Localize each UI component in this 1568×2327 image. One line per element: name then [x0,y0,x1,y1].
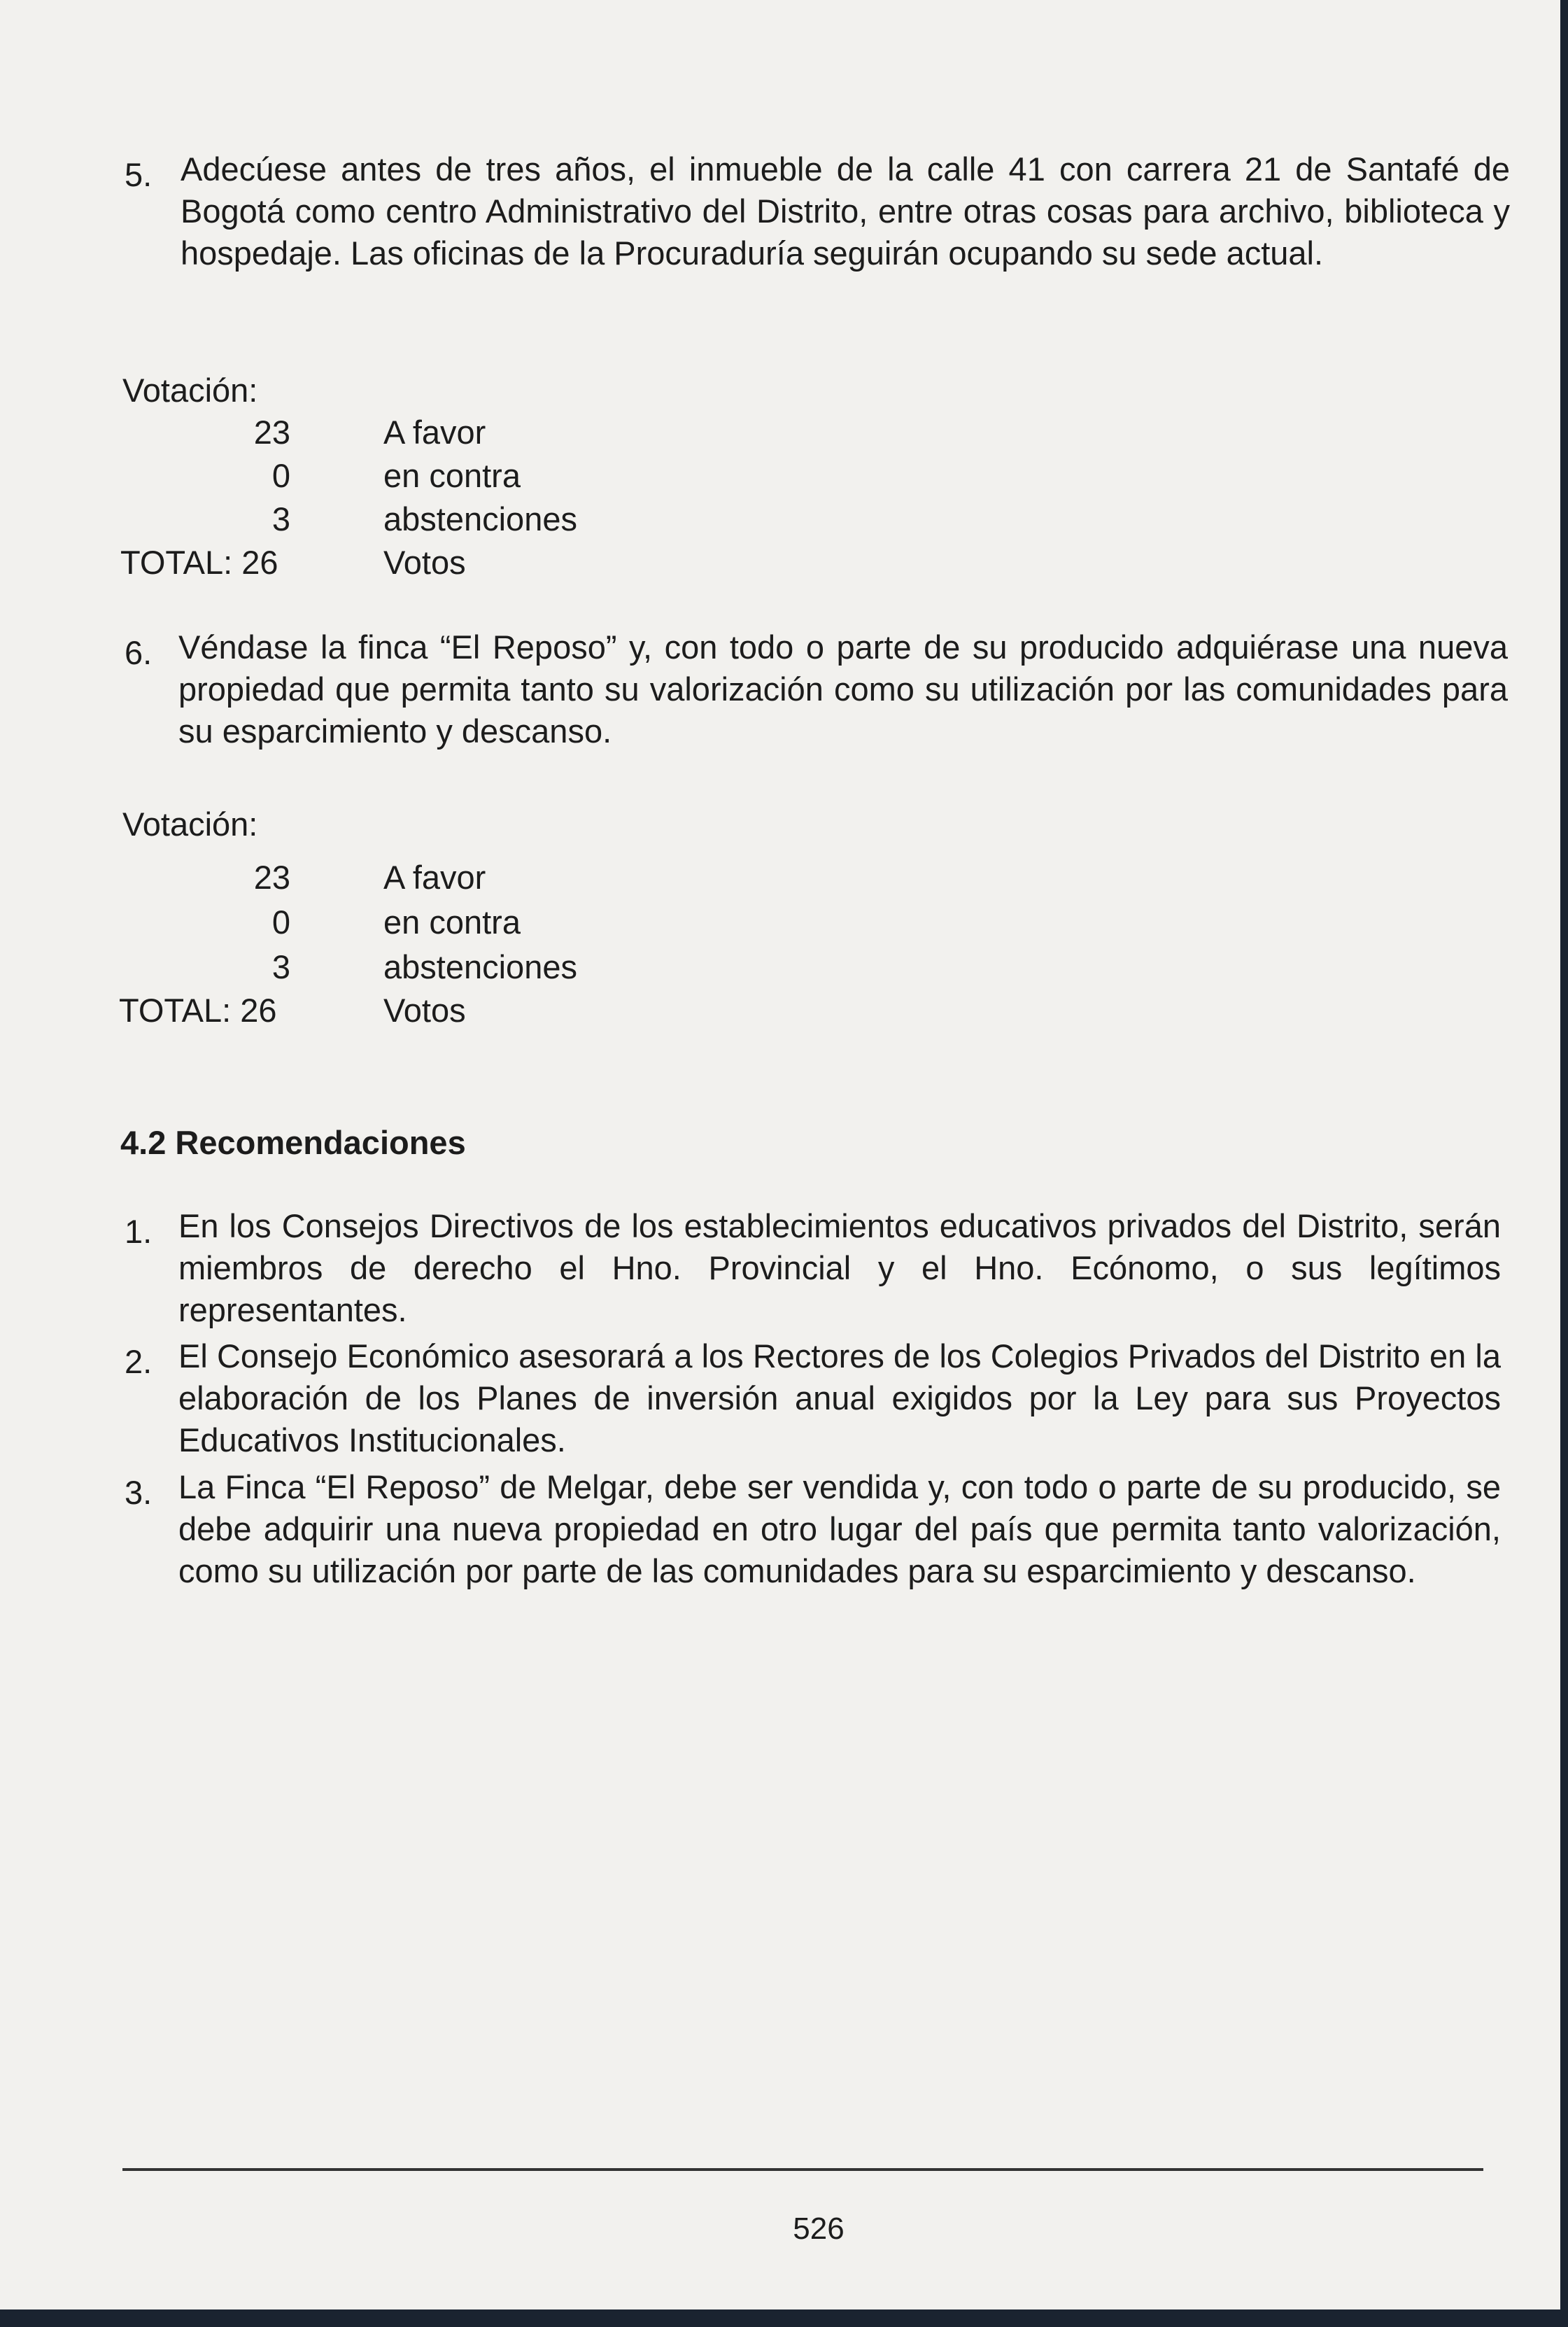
page-number: 526 [793,2212,845,2246]
item-5-vote-count: 0 [271,457,290,494]
item-5-vote-label: abstenciones [383,500,577,537]
item-6-vote-count: 0 [271,904,290,941]
recommendation-text: En los Consejos Directivos de los establecimientos educativos privados del Distrito, serán miembros de derecho el Hno. Provincial y el Hno. Ecónomo, o sus legítimos representantes. [178,1207,1501,1328]
item-6-total: TOTAL: 26 [119,992,277,1029]
item-5-vote-label: en contra [383,457,521,494]
section-heading: 4.2 Recomendaciones [120,1124,466,1161]
item-6-total-suffix: Votos [383,992,466,1029]
item-6-vote-label: en contra [383,904,521,941]
item-5-vote-count: 23 [253,414,290,451]
item-6-text: Véndase la finca “El Reposo” y, con todo o parte de su producido adquiérase una nueva propiedad que permita tanto su valorización como su utilización por las comunidades para su esparcimiento y descanso. [178,628,1508,750]
item-5-vote-count: 3 [271,500,290,537]
recommendation-text: La Finca “El Reposo” de Melgar, debe ser vendida y, con todo o parte de su producido, se debe adquirir una nueva propiedad en otro lugar del país que permita tanto valorización, como su utilización por parte de las comunidades para su esparcimiento y descanso. [178,1468,1501,1589]
item-6-votacion-label: Votación: [122,806,258,843]
item-5-total-suffix: Votos [383,544,466,581]
item-6-vote-label: A favor [383,859,486,896]
recommendation-number: 3. [125,1474,153,1511]
item-6-vote-count: 23 [253,859,290,896]
item-6-vote-count: 3 [271,948,290,985]
item-5-total: TOTAL: 26 [120,544,278,581]
item-6-number: 6. [125,634,153,671]
item-5-text: Adecúese antes de tres años, el inmueble de la calle 41 con carrera 21 de Santafé de Bogotá como centro Administrativo del Distrito, entre otras cosas para archivo, biblioteca y hospedaje. Las oficinas de la Procuraduría seguirán ocupando su sede actual. [181,150,1510,272]
recommendation-text: El Consejo Económico asesorará a los Rectores de los Colegios Privados del Distrito en la elaboración de los Planes de inversión anual exigidos por la Ley para sus Proyectos Educativos Institucionales. [178,1337,1501,1458]
item-5-vote-label: A favor [383,414,486,451]
item-5-number: 5. [125,156,153,193]
recommendation-number: 1. [125,1213,153,1250]
recommendation-number: 2. [125,1343,153,1380]
item-6-vote-label: abstenciones [383,948,577,985]
item-5-votacion-label: Votación: [122,372,258,409]
footer-rule [122,2168,1483,2171]
